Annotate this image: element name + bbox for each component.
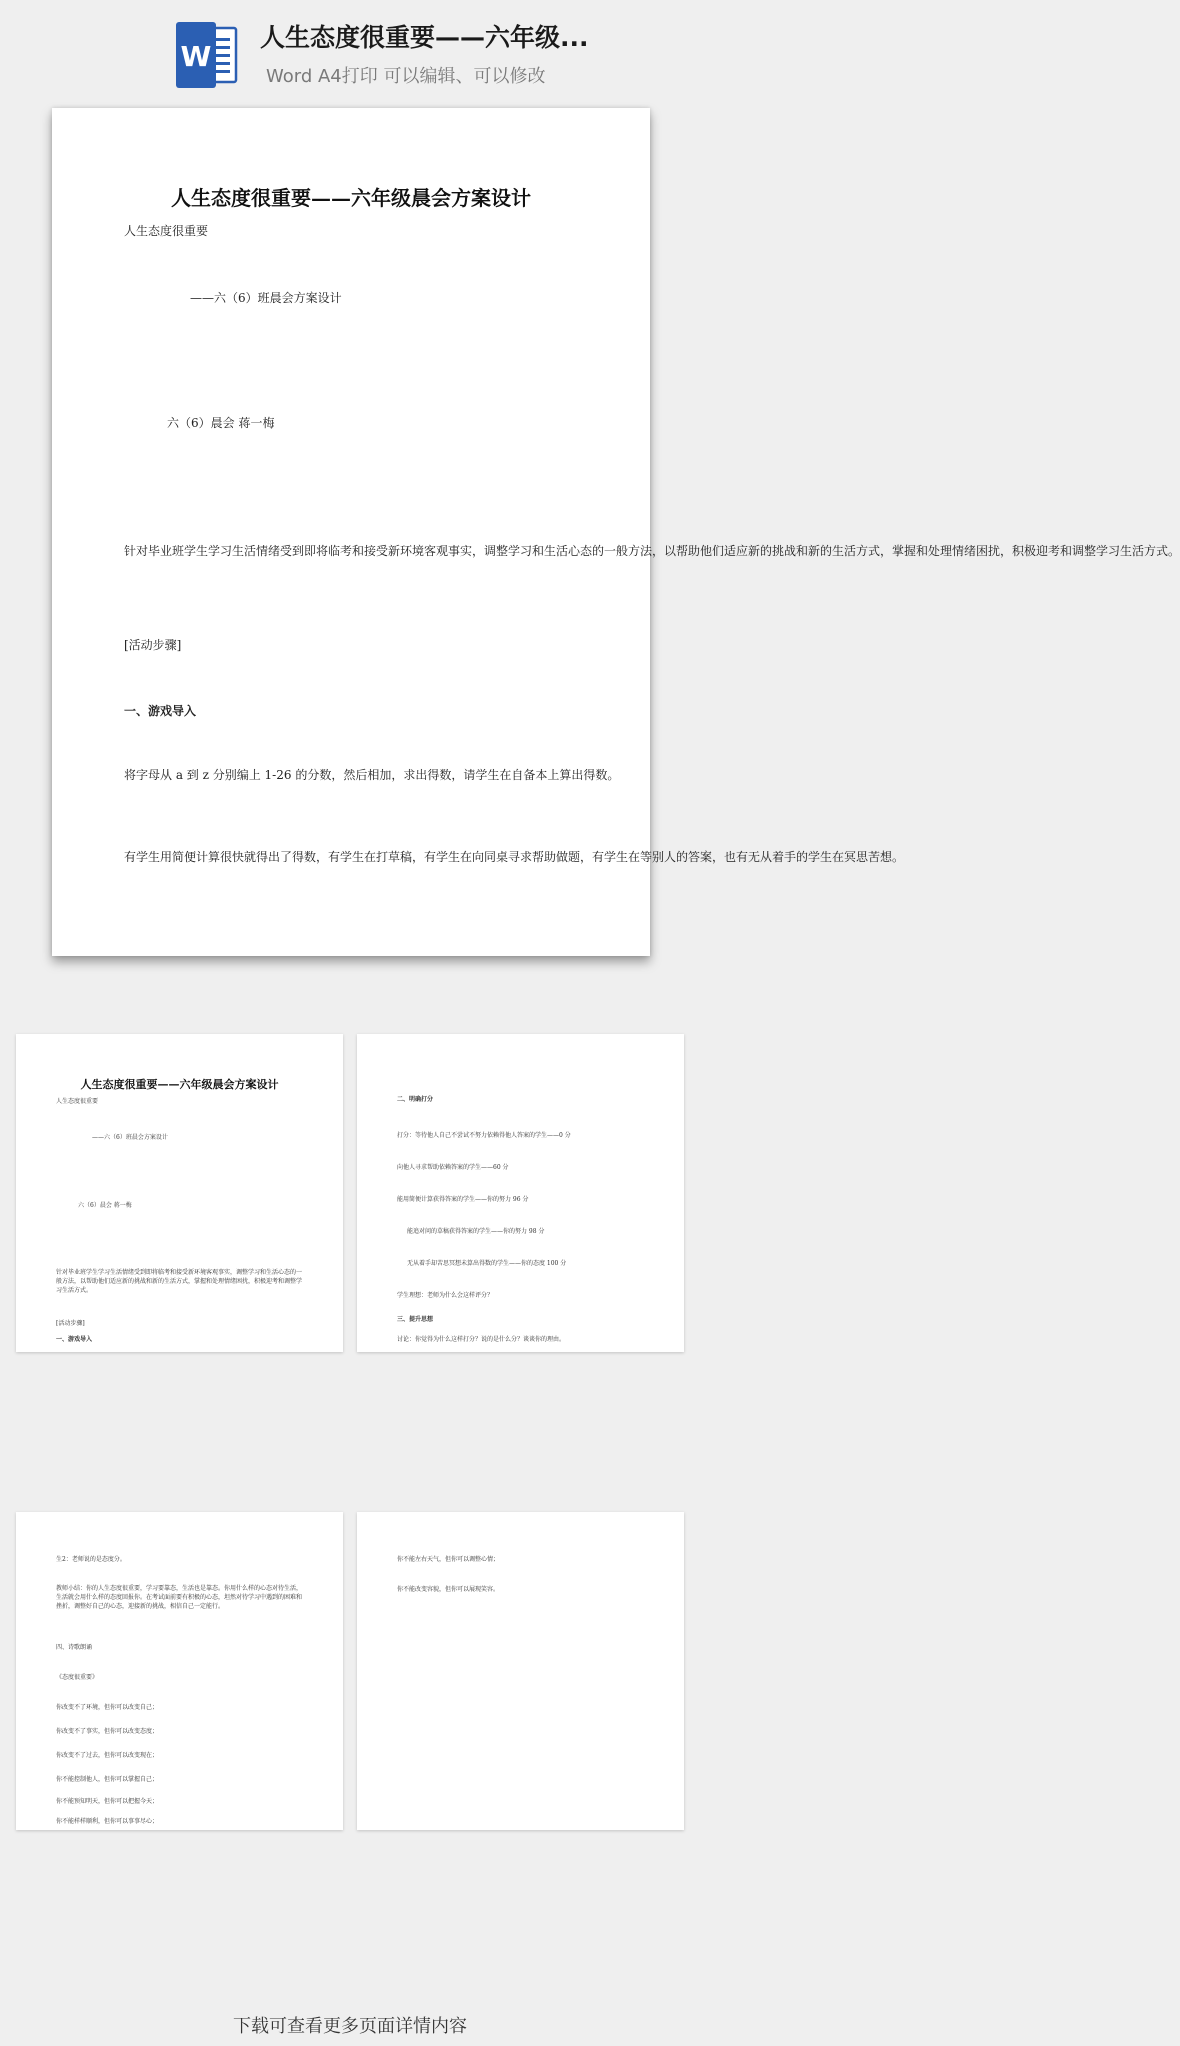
thumb3-verse-5: 你不能预知明天，但你可以把握今天； — [56, 1798, 159, 1805]
thumb1-sub1: 人生态度很重要 — [56, 1098, 99, 1105]
page-paragraph-2: 有学生用简便计算很快就得出了得数，有学生在打草稿，有学生在向同桌寻求帮助做题，有学生在等别人的答案，也有无从着手的学生在冥思苦想。 — [124, 850, 905, 864]
main-preview-page — [52, 108, 1180, 956]
thumb2-line-5: 无从着手却苦思冥想未算出得数的学生——你的态度 100 分 — [407, 1260, 567, 1267]
thumb3-verse-3: 你改变不了过去，但你可以改变现在； — [56, 1752, 159, 1759]
page-subtitle-2: ——六（6）班晨会方案设计 — [190, 291, 342, 305]
thumb1-intro: 针对毕业班学生学习生活情绪受到即将临考和接受新环境客观事实，调整学习和生活心态的一般方法，以帮助他们适应新的挑战和新的生活方式，掌握和处理情绪困扰，积极迎考和调整学习生活方式。 — [56, 1269, 303, 1294]
thumb2-line-6: 学生理想：老师为什么会这样评分？ — [397, 1292, 494, 1299]
thumb3-verse-6: 你不能样样顺利，但你可以事事尽心； — [56, 1818, 159, 1825]
thumb3-paragraph: 教师小结：你的人生态度很重要，学习要靠态，生活也是靠态。你用什么样的心态对待生活，生活就会用什么样的态度回报你。在考试面前要有积极的心态，坦然对待学习中遇到的困难和挫折，调整好自己的心态，迎接新的挑战，相信自己一定能行。 — [56, 1585, 303, 1610]
thumb3-verse-4: 你不能控制他人，但你可以掌握自己； — [56, 1776, 159, 1783]
thumb3-poem-title: 《态度很重要》 — [56, 1674, 99, 1681]
word-icon — [174, 22, 238, 88]
thumbnail-page-4[interactable] — [357, 1512, 684, 1830]
page-paragraph-1: 将字母从 a 到 z 分别编上 1-26 的分数，然后相加，求出得数，请学生在自备本上算出得数。 — [124, 768, 620, 782]
word-icon-letter: W — [180, 40, 212, 73]
page-heading-1: 一、游戏导入 — [124, 704, 197, 718]
thumb2-line-1: 打分：等待他人自己不尝试不努力依赖得他人答案的学生——0 分 — [397, 1132, 571, 1139]
thumbnail-page-3[interactable] — [16, 1512, 343, 1830]
thumb3-heading: 四、诗歌朗诵 — [56, 1644, 93, 1651]
page-steps-label: [活动步骤] — [124, 638, 182, 652]
thumb2-heading-1: 二、明确打分 — [397, 1096, 434, 1103]
document-subtitle: Word A4打印 可以编辑、可以修改 — [266, 66, 546, 87]
thumb1-steps: [活动步骤] — [56, 1320, 85, 1327]
thumb3-verse-2: 你改变不了事实，但你可以改变态度； — [56, 1728, 159, 1735]
thumb1-author: 六（6）晨会 蒋一梅 — [78, 1202, 132, 1209]
thumbnail-page-1[interactable] — [16, 1034, 343, 1352]
thumb1-title: 人生态度很重要——六年级晨会方案设计 — [80, 1078, 279, 1091]
thumb1-sub2: ——六（6）班晨会方案设计 — [92, 1134, 168, 1141]
thumb2-line-3: 能用简便计算获得答案的学生——你的努力 96 分 — [397, 1196, 529, 1203]
header — [0, 0, 700, 100]
thumb1-heading-1: 一、游戏导入 — [56, 1336, 93, 1343]
page-author: 六（6）晨会 蒋一梅 — [167, 416, 275, 430]
page-title: 人生态度很重要——六年级晨会方案设计 — [171, 186, 531, 210]
thumb2-line-4: 能追对问的草稿获得答案的学生——你的努力 98 分 — [407, 1228, 545, 1235]
download-more-link[interactable]: 下载可查看更多页面详情内容 — [233, 2016, 467, 2037]
page-subtitle-1: 人生态度很重要 — [124, 224, 209, 238]
thumb2-heading-2: 三、提升思想 — [397, 1316, 434, 1323]
thumb2-line-7: 讨论：你觉得为什么这样打分？说的是什么分？谈谈你的理由。 — [397, 1336, 566, 1343]
page-intro-paragraph: 针对毕业班学生学习生活情绪受到即将临考和接受新环境客观事实，调整学习和生活心态的一般方法，以帮助他们适应新的挑战和新的生活方式，掌握和处理情绪困扰，积极迎考和调整学习生活方式。 — [124, 544, 1180, 558]
thumb2-line-2: 向他人寻求帮助依赖答案的学生——60 分 — [397, 1164, 509, 1171]
thumb3-line-1: 生2：老师说的是态度分。 — [56, 1556, 126, 1563]
thumb4-verse-8: 你不能改变容貌，但你可以展现笑容。 — [397, 1586, 500, 1593]
thumb3-verse-1: 你改变不了环境，但你可以改变自己； — [56, 1704, 159, 1711]
document-title: 人生态度很重要——六年级... — [260, 23, 589, 52]
thumb4-verse-7: 你不能左右天气，但你可以调整心情； — [397, 1556, 500, 1563]
thumbnail-page-2[interactable] — [357, 1034, 684, 1352]
